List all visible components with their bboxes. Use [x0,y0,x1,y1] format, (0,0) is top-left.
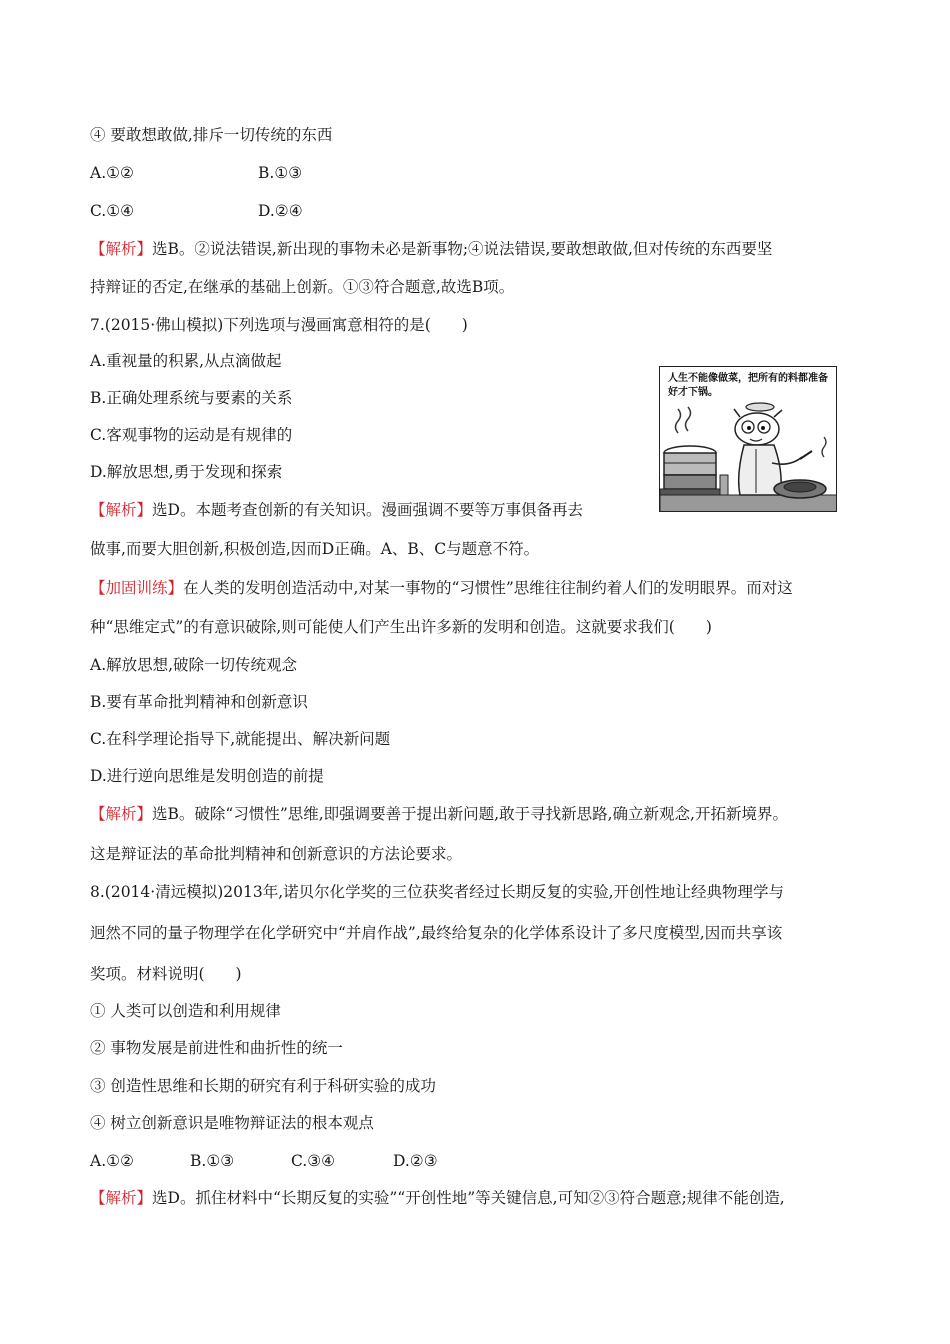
q7-stem: 7.(2015·佛山模拟)下列选项与漫画寓意相符的是( ) [90,316,468,334]
q6-analysis-line-1 [90,238,772,260]
q7-option-b: B.正确处理系统与要素的关系 [90,389,293,407]
q7-analysis-line-1 [90,499,583,521]
q6-analysis-text: 选B。②说法错误,新出现的事物未必是新事物;④说法错误,要敢想敢做,但对传统的东西要坚 [152,240,773,258]
q8-item-1: ① 人类可以创造和利用规律 [90,1002,281,1020]
q6-option-a: A.①② [90,164,134,182]
q8-item-2: ② 事物发展是前进性和曲折性的统一 [90,1039,343,1057]
q8-stem-line-1: 8.(2014·清远模拟)2013年,诺贝尔化学奖的三位获奖者经过长期反复的实验,开创性地让经典物理学与 [90,883,785,901]
analysis-tag: 【解析】 [90,501,153,519]
analysis-tag: 【解析】 [90,805,153,823]
reinforcement-tag: 【加固训练】 [90,579,184,597]
q7-option-a: A.重视量的积累,从点滴做起 [90,352,282,370]
extra-analysis-line-1 [90,803,788,825]
extra-analysis-text: 选B。破除“习惯性”思维,即强调要善于提出新问题,敢于寻找新思路,确立新观念,开拓新境界。 [152,805,788,823]
analysis-tag: 【解析】 [90,1189,153,1207]
q6-analysis-line-2: 持辩证的否定,在继承的基础上创新。①③符合题意,故选B项。 [90,278,515,296]
q8-analysis-text: 选D。抓住材料中“长期反复的实验”“开创性地”等关键信息,可知②③符合题意;规律不能创造, [152,1189,785,1207]
q8-option-b: B.①③ [190,1152,235,1170]
extra-stem-line-2: 种“思维定式”的有意识破除,则可能使人们产生出许多新的发明和创造。这就要求我们( ) [90,618,712,636]
q8-stem-line-3: 奖项。材料说明( ) [90,965,242,983]
q7-analysis-line-2: 做事,而要大胆创新,积极创造,因而D正确。A、B、C与题意不符。 [90,540,540,558]
extra-stem-line-1 [90,577,793,599]
extra-option-a: A.解放思想,破除一切传统观念 [90,656,298,674]
q8-analysis-line-1 [90,1187,785,1209]
q6-option-c: C.①④ [90,202,135,220]
q7-analysis-text: 选D。本题考查创新的有关知识。漫画强调不要等万事俱备再去 [152,501,583,519]
analysis-tag: 【解析】 [90,240,153,258]
q8-option-d: D.②③ [393,1152,438,1170]
extra-option-b: B.要有革命批判精神和创新意识 [90,693,308,711]
q6-item-4: ④ 要敢想敢做,排斥一切传统的东西 [90,126,333,144]
extra-option-d: D.进行逆向思维是发明创造的前提 [90,767,324,785]
q8-stem-line-2: 迥然不同的量子物理学在化学研究中“并肩作战”,最终给复杂的化学体系设计了多尺度模型,因而共享该 [90,924,783,942]
q6-option-d: D.②④ [258,202,303,220]
q8-option-a: A.①② [90,1152,134,1170]
q8-option-c: C.③④ [291,1152,336,1170]
cartoon-caption: 人生不能像做菜，把所有的料都准备好才下锅。 [668,373,828,398]
q8-item-4: ④ 树立创新意识是唯物辩证法的根本观点 [90,1114,374,1132]
cartoon-image [659,366,837,512]
q7-option-c: C.客观事物的运动是有规律的 [90,426,293,444]
extra-stem-text: 在人类的发明创造活动中,对某一事物的“习惯性”思维往往制约着人们的发明眼界。而对这 [183,579,793,597]
extra-analysis-line-2: 这是辩证法的革命批判精神和创新意识的方法论要求。 [90,845,463,863]
q8-item-3: ③ 创造性思维和长期的研究有利于科研实验的成功 [90,1077,436,1095]
q6-option-b: B.①③ [258,164,303,182]
extra-option-c: C.在科学理论指导下,就能提出、解决新问题 [90,730,391,748]
q7-option-d: D.解放思想,勇于发现和探索 [90,463,283,481]
